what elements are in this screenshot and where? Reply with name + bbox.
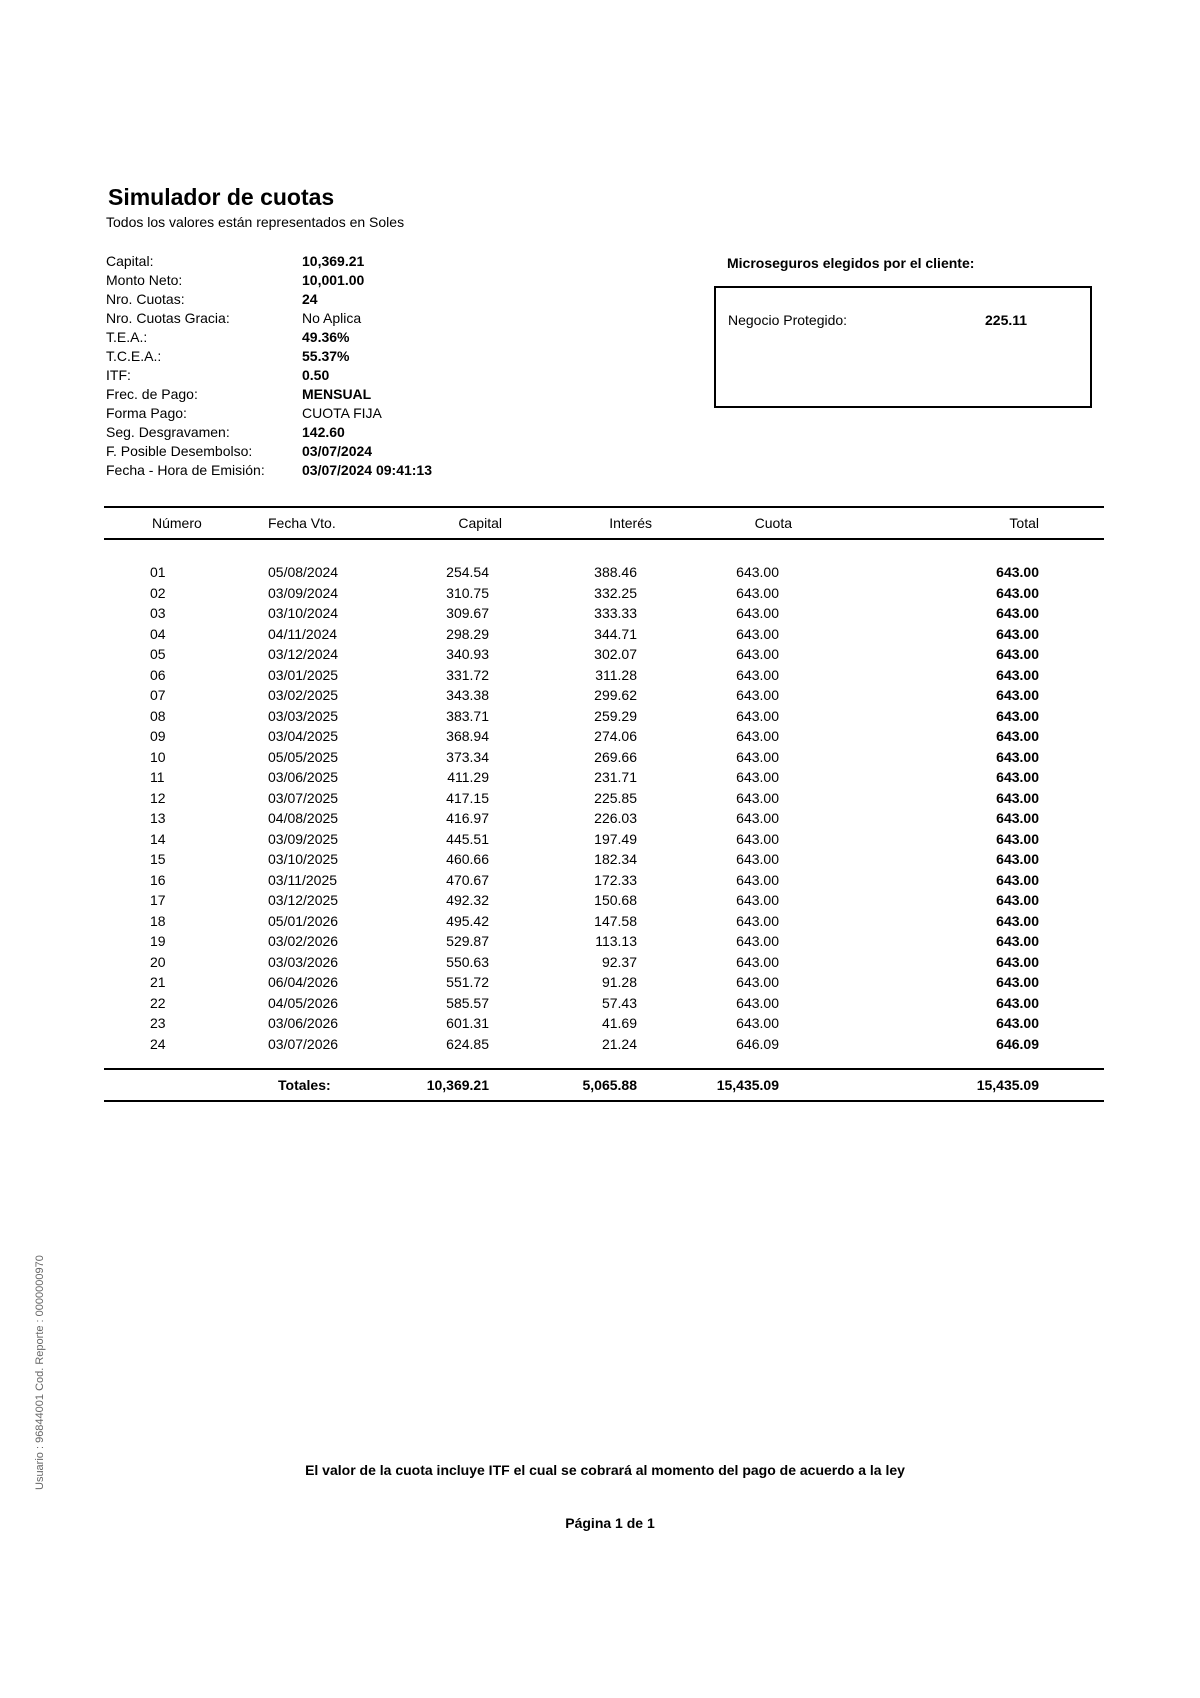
- cell-cuota: 643.00: [736, 994, 779, 1011]
- cell-capital: 298.29: [446, 625, 489, 642]
- table-row: [104, 931, 1104, 952]
- page-subtitle: Todos los valores están representados en Soles: [106, 214, 405, 230]
- itf-note: El valor de la cuota incluye ITF el cual se cobrará al momento del pago de acuerdo a la ley: [305, 1462, 905, 1478]
- table-row: [104, 972, 1104, 993]
- cell-interes: 333.33: [594, 605, 637, 621]
- cell-cuota: 643.00: [736, 871, 779, 888]
- cell-capital: 416.97: [446, 810, 489, 826]
- info-value: 10,369.21: [302, 253, 365, 269]
- header-numero: Número: [152, 515, 202, 531]
- info-label: Forma Pago:: [106, 405, 187, 421]
- cell-interes: 113.13: [595, 933, 637, 949]
- cell-interes: 259.29: [594, 707, 637, 724]
- cell-interes: 57.43: [601, 994, 637, 1011]
- cell-total: 643.00: [996, 666, 1039, 683]
- info-label: Nro. Cuotas Gracia:: [106, 310, 230, 326]
- cell-fecha: 06/04/2026: [268, 974, 339, 990]
- info-row: [106, 366, 526, 385]
- cell-interes: 231.71: [594, 769, 637, 785]
- cell-interes: 269.66: [594, 748, 637, 765]
- page-number: Página 1 de 1: [565, 1515, 655, 1531]
- cell-capital: 310.75: [446, 584, 489, 601]
- cell-total: 643.00: [996, 707, 1039, 724]
- cell-fecha: 03/01/2025: [268, 666, 339, 683]
- cell-numero: 09: [150, 728, 166, 744]
- cell-capital: 492.32: [446, 892, 489, 908]
- cell-cuota: 643.00: [736, 748, 779, 765]
- table-row: [104, 911, 1104, 932]
- cell-numero: 11: [150, 769, 165, 785]
- info-value: 0.50: [302, 367, 330, 383]
- table-row: [104, 603, 1104, 624]
- cell-interes: 225.85: [594, 789, 637, 806]
- cell-total: 643.00: [996, 830, 1039, 847]
- cell-cuota: 643.00: [736, 728, 779, 744]
- cell-total: 643.00: [996, 1015, 1039, 1031]
- cell-cuota: 643.00: [736, 1015, 779, 1031]
- cell-capital: 373.34: [446, 748, 489, 765]
- table-row: [104, 993, 1104, 1014]
- cell-interes: 41.69: [601, 1015, 637, 1031]
- info-value: 03/07/2024: [302, 443, 373, 459]
- cell-numero: 24: [150, 1035, 166, 1052]
- cell-cuota: 643.00: [736, 810, 779, 826]
- info-value: 142.60: [302, 424, 345, 440]
- info-value: No Aplica: [302, 310, 362, 326]
- cell-capital: 624.85: [446, 1035, 489, 1052]
- cell-cuota: 643.00: [736, 912, 779, 929]
- table-row: [104, 583, 1104, 604]
- cell-interes: 150.68: [594, 892, 637, 908]
- header-interes: Interés: [609, 515, 652, 531]
- info-label: F. Posible Desembolso:: [106, 443, 253, 459]
- info-label: T.E.A.:: [106, 329, 148, 345]
- cell-fecha: 03/03/2025: [268, 707, 339, 724]
- table-row: [104, 624, 1104, 645]
- cell-total: 643.00: [996, 974, 1039, 990]
- info-value: 49.36%: [302, 329, 350, 345]
- cell-fecha: 03/09/2024: [268, 584, 339, 601]
- table-row: [104, 644, 1104, 665]
- cell-cuota: 643.00: [736, 953, 779, 970]
- info-row: [106, 290, 526, 309]
- cell-total: 643.00: [996, 748, 1039, 765]
- cell-total: 643.00: [996, 953, 1039, 970]
- cell-interes: 182.34: [594, 851, 637, 867]
- cell-cuota: 643.00: [736, 769, 779, 785]
- totals-capital: 10,369.21: [426, 1077, 489, 1093]
- cell-numero: 17: [150, 892, 166, 908]
- cell-interes: 92.37: [601, 953, 637, 970]
- microseguros-title: Microseguros elegidos por el cliente:: [727, 255, 975, 271]
- info-label: Seg. Desgravamen:: [106, 424, 230, 440]
- info-value: 24: [302, 291, 318, 307]
- cell-numero: 23: [150, 1015, 166, 1031]
- cell-total: 643.00: [996, 933, 1039, 949]
- cell-numero: 02: [150, 584, 166, 601]
- cell-fecha: 05/05/2025: [268, 748, 339, 765]
- cell-numero: 08: [150, 707, 166, 724]
- cell-fecha: 03/12/2024: [268, 646, 339, 662]
- info-label: Fecha - Hora de Emisión:: [106, 462, 265, 478]
- cell-fecha: 03/04/2025: [268, 728, 339, 744]
- cell-interes: 302.07: [594, 646, 637, 662]
- table-row: [104, 726, 1104, 747]
- info-value: 03/07/2024 09:41:13: [302, 462, 432, 478]
- cell-total: 643.00: [996, 789, 1039, 806]
- cell-total: 643.00: [996, 994, 1039, 1011]
- cell-cuota: 643.00: [736, 851, 779, 867]
- cell-capital: 340.93: [446, 646, 489, 662]
- cell-numero: 13: [150, 810, 166, 826]
- cell-numero: 19: [150, 933, 166, 949]
- table-body: [104, 540, 1104, 1054]
- cell-fecha: 03/02/2026: [268, 933, 339, 949]
- cell-cuota: 643.00: [736, 789, 779, 806]
- info-row: [106, 271, 526, 290]
- cell-interes: 147.58: [594, 912, 637, 929]
- table-row: [104, 788, 1104, 809]
- cell-cuota: 643.00: [736, 892, 779, 908]
- cell-numero: 01: [150, 564, 166, 580]
- info-row: [106, 442, 526, 461]
- info-value: 10,001.00: [302, 272, 365, 288]
- table-row: [104, 665, 1104, 686]
- cell-numero: 21: [150, 974, 166, 990]
- info-value: CUOTA FIJA: [302, 405, 382, 421]
- cell-cuota: 643.00: [736, 666, 779, 683]
- microseguro-label: Negocio Protegido:: [728, 312, 848, 328]
- cell-total: 646.09: [996, 1035, 1039, 1052]
- cell-cuota: 643.00: [736, 707, 779, 724]
- cell-total: 643.00: [996, 851, 1039, 867]
- cell-capital: 495.42: [446, 912, 489, 929]
- cell-cuota: 643.00: [736, 584, 779, 601]
- cell-total: 643.00: [996, 625, 1039, 642]
- cell-interes: 197.49: [594, 830, 637, 847]
- cell-numero: 22: [150, 994, 166, 1011]
- cell-total: 643.00: [996, 769, 1039, 785]
- cell-numero: 18: [150, 912, 166, 929]
- table-bottom-rule: [104, 1100, 1104, 1102]
- cell-interes: 311.28: [595, 666, 637, 683]
- table-row: [104, 870, 1104, 891]
- table-row: [104, 808, 1104, 829]
- info-label: Frec. de Pago:: [106, 386, 198, 402]
- cell-capital: 550.63: [446, 953, 489, 970]
- cell-numero: 14: [150, 830, 166, 847]
- totals-cuota: 15,435.09: [716, 1077, 779, 1093]
- cell-interes: 299.62: [594, 687, 637, 703]
- microseguro-value: 225.11: [985, 312, 1028, 328]
- cell-total: 643.00: [996, 892, 1039, 908]
- cell-capital: 445.51: [446, 830, 489, 847]
- cell-capital: 601.31: [446, 1015, 489, 1031]
- cell-interes: 226.03: [594, 810, 637, 826]
- cell-numero: 06: [150, 666, 166, 683]
- totals-label: Totales:: [278, 1077, 331, 1093]
- info-row: [106, 252, 526, 271]
- cell-fecha: 04/05/2026: [268, 994, 339, 1011]
- cell-cuota: 643.00: [736, 687, 779, 703]
- cell-fecha: 04/11/2024: [268, 625, 338, 642]
- totals-total: 15,435.09: [976, 1077, 1039, 1093]
- cell-total: 643.00: [996, 912, 1039, 929]
- table-row: [104, 685, 1104, 706]
- info-value: MENSUAL: [302, 386, 372, 402]
- cell-fecha: 03/12/2025: [268, 892, 339, 908]
- header-fecha: Fecha Vto.: [268, 515, 336, 531]
- cell-numero: 20: [150, 953, 166, 970]
- cell-capital: 331.72: [446, 666, 489, 683]
- cell-fecha: 03/06/2026: [268, 1015, 339, 1031]
- cell-numero: 07: [150, 687, 166, 703]
- cell-fecha: 03/10/2025: [268, 851, 339, 867]
- info-row: [106, 461, 526, 480]
- cell-fecha: 03/06/2025: [268, 769, 339, 785]
- cell-capital: 309.67: [446, 605, 489, 621]
- cell-capital: 417.15: [446, 789, 489, 806]
- cell-fecha: 03/02/2025: [268, 687, 339, 703]
- table-row: [104, 1034, 1104, 1055]
- cell-interes: 274.06: [594, 728, 637, 744]
- table-row: [104, 1013, 1104, 1034]
- cell-fecha: 04/08/2025: [268, 810, 339, 826]
- table-totals: [104, 1070, 1104, 1100]
- cell-cuota: 643.00: [736, 933, 779, 949]
- cell-total: 643.00: [996, 646, 1039, 662]
- cell-total: 643.00: [996, 687, 1039, 703]
- cell-total: 643.00: [996, 810, 1039, 826]
- cell-capital: 551.72: [446, 974, 489, 990]
- totals-interes: 5,065.88: [582, 1077, 637, 1093]
- cell-cuota: 643.00: [736, 625, 779, 642]
- microseguros-box: [714, 286, 1092, 408]
- cell-interes: 388.46: [594, 564, 637, 580]
- table-row: [104, 849, 1104, 870]
- cell-capital: 411.29: [447, 769, 489, 785]
- cell-total: 643.00: [996, 564, 1039, 580]
- cell-capital: 529.87: [446, 933, 489, 949]
- cell-fecha: 05/08/2024: [268, 564, 339, 580]
- cell-capital: 254.54: [446, 564, 489, 580]
- cell-fecha: 03/10/2024: [268, 605, 339, 621]
- cell-numero: 10: [150, 748, 166, 765]
- cell-numero: 16: [150, 871, 166, 888]
- info-label: T.C.E.A.:: [106, 348, 162, 364]
- cell-numero: 15: [150, 851, 166, 867]
- header-cuota: Cuota: [754, 515, 792, 531]
- cell-total: 643.00: [996, 584, 1039, 601]
- cell-cuota: 643.00: [736, 646, 779, 662]
- info-row: [106, 328, 526, 347]
- table-row: [104, 706, 1104, 727]
- cell-fecha: 03/07/2026: [268, 1035, 339, 1052]
- info-row: [106, 347, 526, 366]
- cell-interes: 91.28: [601, 974, 637, 990]
- cell-fecha: 03/11/2025: [268, 871, 338, 888]
- cell-total: 643.00: [996, 871, 1039, 888]
- table-row: [104, 952, 1104, 973]
- cell-cuota: 643.00: [736, 564, 779, 580]
- cell-fecha: 03/03/2026: [268, 953, 339, 970]
- loan-info: [106, 252, 526, 480]
- cell-numero: 03: [150, 605, 166, 621]
- cell-fecha: 03/09/2025: [268, 830, 339, 847]
- info-row: [106, 423, 526, 442]
- info-row: [106, 404, 526, 423]
- table-row: [104, 562, 1104, 583]
- cell-capital: 460.66: [446, 851, 489, 867]
- cell-numero: 04: [150, 625, 166, 642]
- cell-total: 643.00: [996, 728, 1039, 744]
- cell-interes: 172.33: [594, 871, 637, 888]
- schedule-table: [104, 506, 1104, 1102]
- page-title: Simulador de cuotas: [108, 184, 335, 210]
- header-total: Total: [1009, 515, 1039, 531]
- info-label: Nro. Cuotas:: [106, 291, 185, 307]
- table-row: [104, 767, 1104, 788]
- info-row: [106, 309, 526, 328]
- info-label: Monto Neto:: [106, 272, 183, 288]
- cell-capital: 383.71: [446, 707, 489, 724]
- table-row: [104, 829, 1104, 850]
- cell-cuota: 643.00: [736, 830, 779, 847]
- cell-fecha: 05/01/2026: [268, 912, 339, 929]
- cell-capital: 368.94: [446, 728, 489, 744]
- cell-numero: 05: [150, 646, 166, 662]
- table-row: [104, 890, 1104, 911]
- cell-numero: 12: [150, 789, 166, 806]
- cell-fecha: 03/07/2025: [268, 789, 339, 806]
- table-row: [104, 747, 1104, 768]
- info-label: ITF:: [106, 367, 131, 383]
- cell-interes: 21.24: [601, 1035, 637, 1052]
- cell-total: 643.00: [996, 605, 1039, 621]
- info-row: [106, 385, 526, 404]
- cell-cuota: 643.00: [736, 605, 779, 621]
- cell-capital: 343.38: [446, 687, 489, 703]
- info-label: Capital:: [106, 253, 154, 269]
- side-report-code: Usuario : 96844001 Cod. Reporte : 0000000970: [34, 1255, 46, 1490]
- info-value: 55.37%: [302, 348, 350, 364]
- cell-cuota: 646.09: [736, 1035, 779, 1052]
- cell-interes: 332.25: [594, 584, 637, 601]
- cell-cuota: 643.00: [736, 974, 779, 990]
- header-capital: Capital: [458, 515, 502, 531]
- cell-interes: 344.71: [594, 625, 637, 642]
- table-header: [104, 508, 1104, 538]
- cell-capital: 585.57: [446, 994, 489, 1011]
- cell-capital: 470.67: [446, 871, 489, 888]
